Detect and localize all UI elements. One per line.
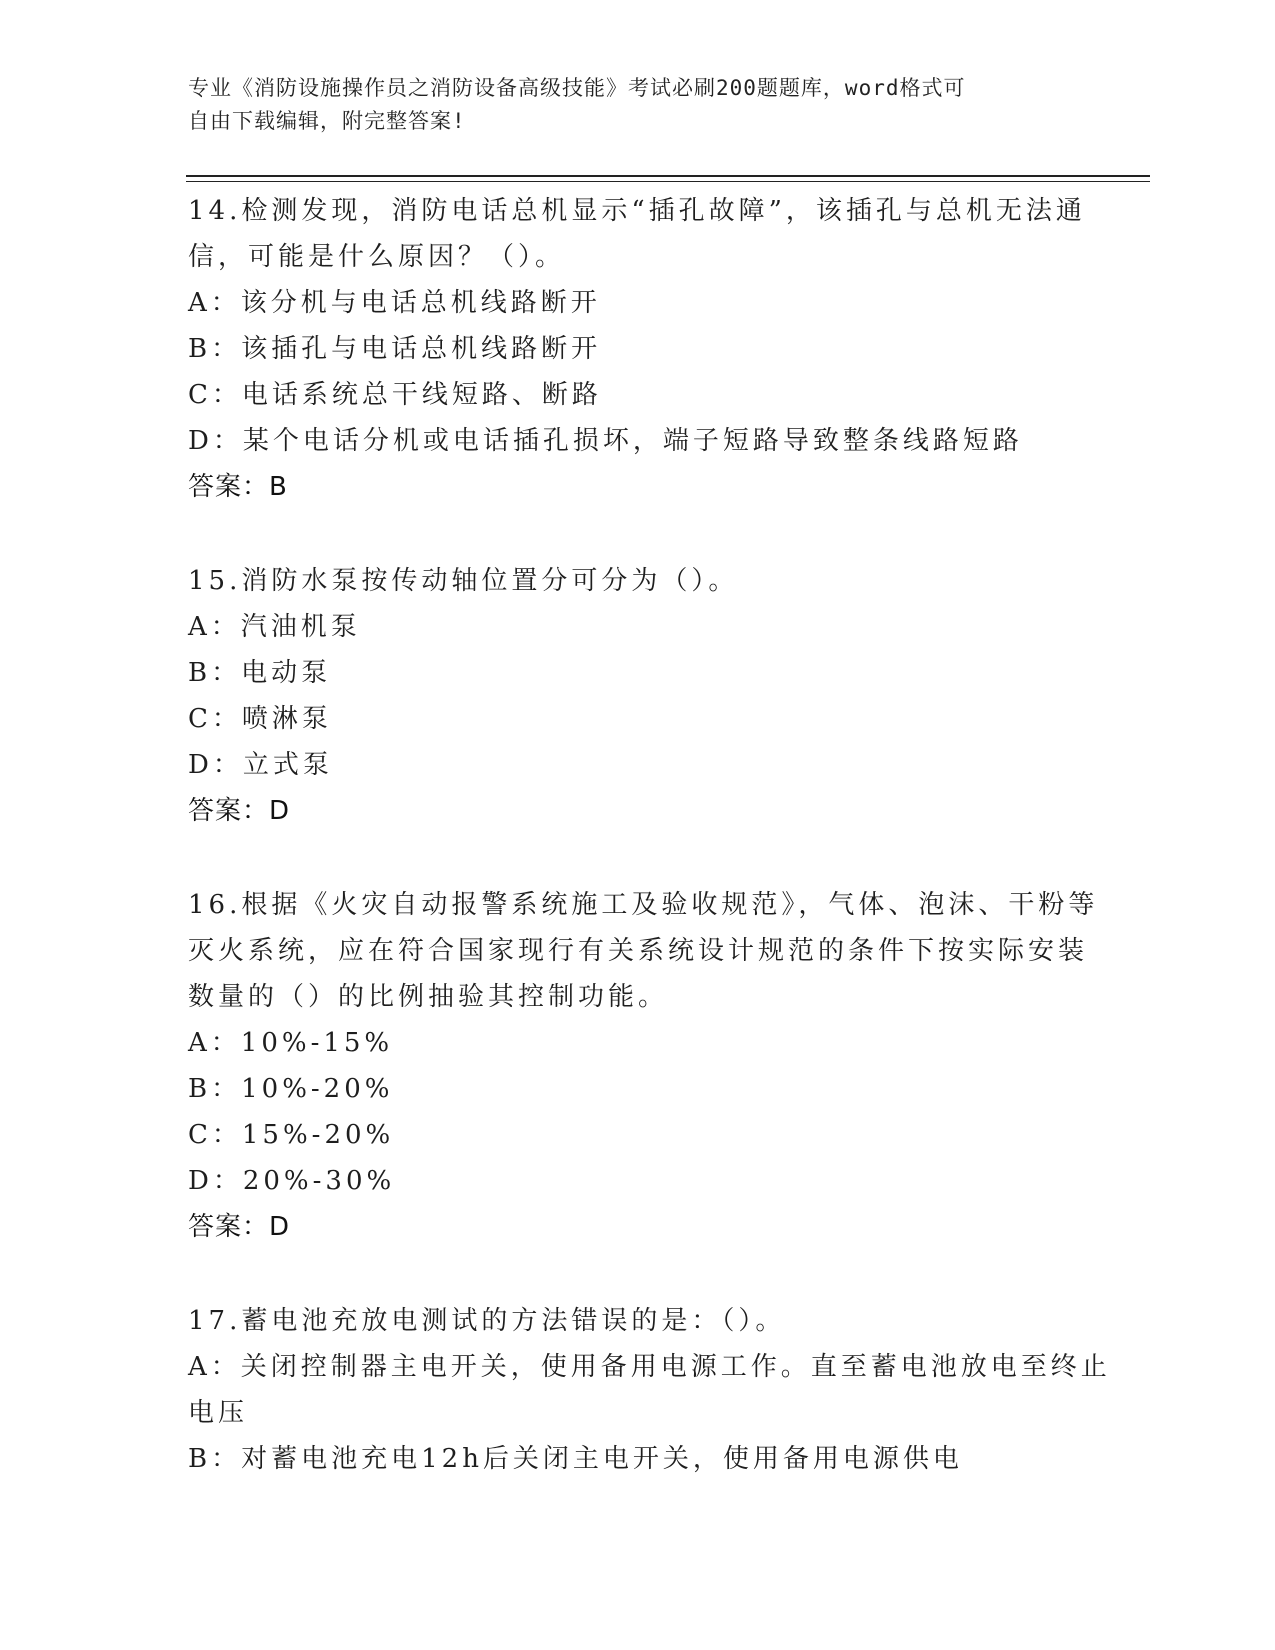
question-block bbox=[188, 558, 1088, 834]
option-line: A：关闭控制器主电开关，使用备用电源工作。直至蓄电池放电至终止 bbox=[188, 1352, 1111, 1382]
answer-line: 答案：D bbox=[188, 1212, 291, 1242]
answer-line: 答案：B bbox=[188, 472, 288, 502]
option-line: C：喷淋泵 bbox=[188, 704, 332, 734]
option-line: A：该分机与电话总机线路断开 bbox=[188, 288, 601, 318]
question-stem-line: 灭火系统，应在符合国家现行有关系统设计规范的条件下按实际安装 bbox=[188, 936, 1089, 966]
question-block bbox=[188, 882, 1099, 1250]
option-line: D：某个电话分机或电话插孔损坏，端子短路导致整条线路短路 bbox=[188, 426, 1023, 456]
option-line: B：10%-20% bbox=[188, 1074, 394, 1104]
question-stem-line: 15.消防水泵按传动轴位置分可分为（）。 bbox=[188, 566, 739, 596]
header-line: 专业《消防设施操作员之消防设备高级技能》考试必刷200题题库，word格式可 bbox=[188, 76, 966, 100]
option-line: A：10%-15% bbox=[188, 1028, 394, 1058]
option-line: B：对蓄电池充电12h后关闭主电开关，使用备用电源供电 bbox=[188, 1444, 963, 1474]
option-line: 电压 bbox=[188, 1398, 249, 1428]
question-stem-line: 16.根据《火灾自动报警系统施工及验收规范》，气体、泡沫、干粉等 bbox=[188, 890, 1099, 920]
header-rule-thin bbox=[186, 181, 1150, 182]
option-line: C：电话系统总干线短路、断路 bbox=[188, 380, 602, 410]
question-list bbox=[188, 188, 1111, 1530]
option-line: C：15%-20% bbox=[188, 1120, 395, 1150]
header-rule-thick bbox=[186, 175, 1150, 177]
question-block bbox=[188, 188, 1088, 510]
option-line: D：20%-30% bbox=[188, 1166, 396, 1196]
answer-line: 答案：D bbox=[188, 796, 291, 826]
question-stem-line: 17.蓄电池充放电测试的方法错误的是：（）。 bbox=[188, 1306, 786, 1336]
option-line: B：该插孔与电话总机线路断开 bbox=[188, 334, 602, 364]
option-line: B：电动泵 bbox=[188, 658, 332, 688]
document-header bbox=[188, 72, 1088, 138]
question-stem-line: 14.检测发现，消防电话总机显示“插孔故障”，该插孔与总机无法通 bbox=[188, 196, 1086, 226]
question-stem-line: 数量的（）的比例抽验其控制功能。 bbox=[188, 982, 669, 1012]
header-line: 自由下载编辑，附完整答案! bbox=[188, 109, 466, 133]
option-line: D：立式泵 bbox=[188, 750, 333, 780]
option-line: A：汽油机泵 bbox=[188, 612, 361, 642]
question-stem-line: 信，可能是什么原因？（）。 bbox=[188, 242, 566, 272]
question-block bbox=[188, 1298, 1111, 1482]
